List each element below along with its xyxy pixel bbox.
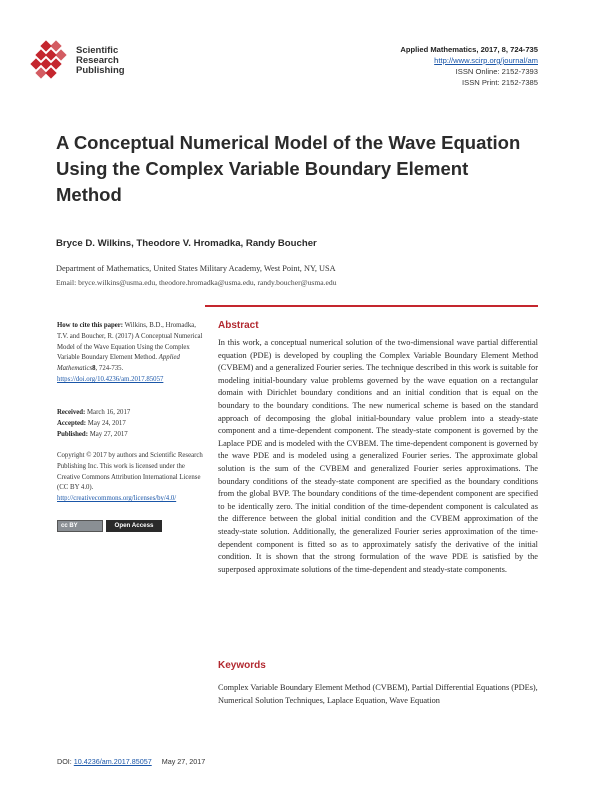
footer-date: May 27, 2017: [161, 757, 206, 766]
publisher-line-2: Research: [76, 55, 119, 66]
doi-label: DOI:: [57, 757, 74, 766]
open-access-badge: Open Access: [106, 520, 162, 532]
issn-print: ISSN Print: 2152-7385: [462, 78, 538, 87]
cite-label: How to cite this paper:: [57, 322, 124, 329]
doi-link[interactable]: 10.4236/am.2017.85057: [73, 757, 152, 766]
received-label: Received:: [57, 409, 86, 416]
cite-pages: , 724-735.: [95, 365, 124, 373]
author-emails: Email: bryce.wilkins@usma.edu, theodore.hromadka@usma.edu, randy.boucher@usma.edu: [56, 278, 337, 287]
abstract-heading: Abstract: [218, 320, 259, 331]
cite-doi-link[interactable]: https://doi.org/10.4236/am.2017.85057: [57, 375, 164, 383]
cite-text: Wilkins, B.D., Hromadka, T.V. and Boucher, R. (2017) A Conceptual Numerical Model of the Wave Equation Using the Complex Variable Boundary Element Method.: [57, 322, 203, 362]
section-divider: [205, 305, 538, 307]
keywords-heading: Keywords: [218, 660, 266, 671]
published-label: Published:: [57, 430, 88, 438]
cite-journal: Applied Mathematics: [57, 354, 180, 373]
dates-block: [57, 408, 207, 440]
abstract-text: In this work, a conceptual numerical solution of the two-dimensional wave partial differential equation (PDE) is developed by coupling the Complex Variable Boundary Element Method (CVBEM) and a generalized Fourier series. The technique described in this work is suitable for modeling initial-boundary value problems governed by the wave equation on a rectangular domain with Dirichlet boundary conditions and an initial condition that is equal on the boundary to the boundary conditions. The new numerical scheme is based on the standard approach of decomposing the global initial-boundary value problem into a steady-state component and a time-dependent component. The steady-state component is governed by the Laplace PDE and is modeled with the CVBEM. The time-dependent component is governed by the wave PDE and is modeled using a generalized Fourier series. The approximate global solution is the sum of the CVBEM and generalized Fourier series approximations. The boundary conditions of the steady-state component are specified as the boundary conditions from the global BVP. The boundary conditions of the time-dependent component are specified to be identically zero. The initial condition of the time-dependent component is calculated as the difference between the global initial condition and the CVBEM approximation of the steady-state solution. Additionally, the generalized Fourier series approximation of the time-dependent component is fitted so as to approximately satisfy the derivative of the initial condition. It is shown that the strong formulation of the wave PDE is satisfied by the superposed approximate solutions of the time-dependent and steady-state components.: [218, 338, 538, 574]
journal-citation: Applied Mathematics, 2017, 8, 724-735: [400, 45, 538, 54]
author-list: Bryce D. Wilkins, Theodore V. Hromadka, Randy Boucher: [56, 238, 317, 249]
keywords-text: Complex Variable Boundary Element Method (CVBEM), Partial Differential Equations (PDEs), Numerical Solution Techniques, Laplace Equation, Wave Equation: [218, 683, 538, 705]
page-footer: [57, 757, 205, 766]
copyright-text: Copyright © 2017 by authors and Scientific Research Publishing Inc. This work is licensed under the Creative Commons Attribution International License (CC BY 4.0).: [57, 452, 203, 492]
publisher-line-3: Publishing: [76, 65, 125, 76]
cite-volume: 8: [92, 365, 96, 373]
journal-info: [400, 44, 538, 88]
license-link[interactable]: http://creativecommons.org/licenses/by/4.0/: [57, 495, 177, 503]
copyright-block: [57, 451, 207, 505]
publisher-line-1: Scientific: [76, 45, 119, 56]
scirp-logo-icon: [28, 40, 72, 80]
published-date: May 27, 2017: [89, 430, 128, 438]
publisher-name: [76, 46, 125, 76]
paper-title: A Conceptual Numerical Model of the Wave Equation Using the Complex Variable Boundary Element Method: [56, 132, 521, 205]
accepted-label: Accepted:: [57, 419, 87, 427]
issn-online: ISSN Online: 2152-7393: [455, 67, 538, 76]
citation-block: [57, 321, 207, 386]
accepted-date: May 24, 2017: [87, 419, 126, 427]
affiliation: Department of Mathematics, United States Military Academy, West Point, NY, USA: [56, 264, 336, 273]
cc-by-badge-icon[interactable]: cc BY: [57, 520, 103, 532]
received-date: March 16, 2017: [87, 409, 131, 416]
journal-url-link[interactable]: http://www.scirp.org/journal/am: [434, 56, 538, 65]
